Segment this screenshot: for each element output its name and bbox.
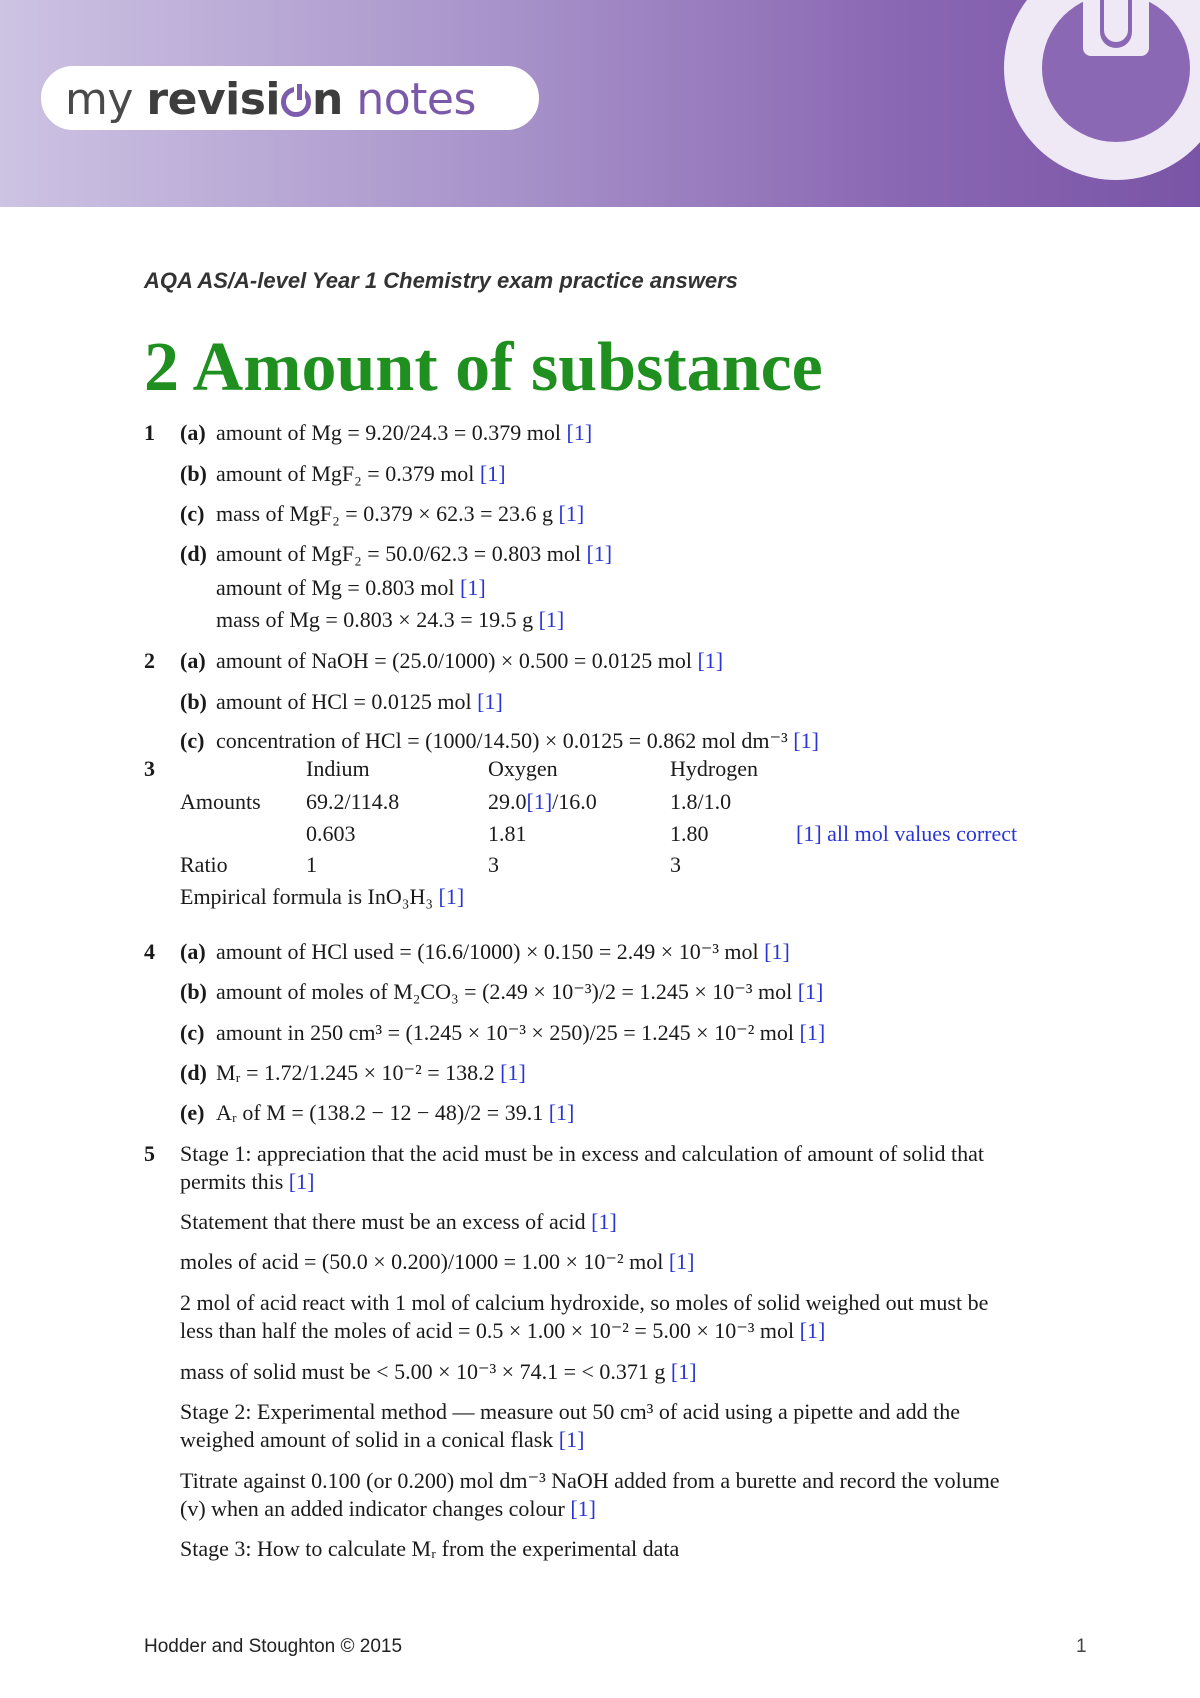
part-label: (b) xyxy=(180,979,207,1004)
table-cell: 29.0[1]/16.0 xyxy=(488,789,597,814)
mark: [1] xyxy=(548,1100,575,1125)
answer-line: amount in 250 cm³ = (1.245 × 10⁻³ × 250)/25 = 1.245 × 10⁻² mol [1] xyxy=(216,1020,826,1045)
mark: [1] xyxy=(288,1169,315,1194)
mark: [1] xyxy=(799,1020,826,1045)
part-label: (d) xyxy=(180,541,207,566)
logo-my: my xyxy=(65,74,133,125)
table-cell: 1.80 xyxy=(670,821,709,846)
logo-revision: revisi n xyxy=(146,74,343,125)
table-row-label: Amounts xyxy=(180,789,261,814)
mark: [1] xyxy=(764,939,790,964)
answer-line: Statement that there must be an excess of acid [1] xyxy=(180,1209,617,1234)
answer-line: less than half the moles of acid = 0.5 × 1.00 × 10⁻² = 5.00 × 10⁻³ mol [1] xyxy=(180,1318,826,1343)
question-number: 5 xyxy=(144,1141,155,1166)
mark: [1] xyxy=(558,501,585,526)
answer-line: Stage 2: Experimental method — measure out 50 cm³ of acid using a pipette and add the xyxy=(180,1399,961,1424)
power-button-icon xyxy=(1004,0,1200,180)
answer-line: (v) when an added indicator changes colour [1] xyxy=(180,1496,597,1521)
part-label: (e) xyxy=(180,1100,205,1125)
table-header: Hydrogen xyxy=(670,756,758,781)
table-cell: 3 xyxy=(670,852,681,877)
answer-line: Stage 1: appreciation that the acid must be in excess and calculation of amount of solid that xyxy=(180,1141,984,1166)
part-label: (c) xyxy=(180,1020,205,1045)
part-label: (c) xyxy=(180,501,205,526)
part-label: (b) xyxy=(180,689,207,714)
question-number: 2 xyxy=(144,648,155,673)
mark: [1] xyxy=(558,1427,585,1452)
answer-line: amount of HCl = 0.0125 mol [1] xyxy=(216,689,503,714)
mark: [1] all mol values correct xyxy=(796,821,1018,846)
table-cell: 1 xyxy=(306,852,317,877)
question-number: 4 xyxy=(144,939,155,964)
mark: [1] xyxy=(477,689,503,714)
answer-line: permits this [1] xyxy=(180,1169,315,1194)
answer-line: Titrate against 0.100 (or 0.200) mol dm⁻³ NaOH added from a burette and record the volume xyxy=(180,1468,1000,1493)
table-cell: 1.81 xyxy=(488,821,527,846)
answer-line: mass of MgF₂ = 0.379 × 62.3 = 23.6 g [1] xyxy=(216,501,585,526)
table-cell: 3 xyxy=(488,852,499,877)
answer-line: Mᵣ = 1.72/1.245 × 10⁻² = 138.2 [1] xyxy=(216,1060,526,1085)
table-cell: 69.2/114.8 xyxy=(306,789,400,814)
mark: [1] xyxy=(538,607,565,632)
mark: [1] xyxy=(526,789,553,814)
page-title: 2 Amount of substance xyxy=(144,329,823,406)
mark: [1] xyxy=(479,461,506,486)
header-banner xyxy=(0,0,1200,207)
answer-line: mass of Mg = 0.803 × 24.3 = 19.5 g [1] xyxy=(216,607,565,632)
logo-notes: notes xyxy=(356,74,476,125)
question-number: 1 xyxy=(144,420,155,445)
answer-line: amount of MgF₂ = 0.379 mol [1] xyxy=(216,461,506,486)
power-icon xyxy=(281,87,311,117)
answer-line: Aᵣ of M = (138.2 − 12 − 48)/2 = 39.1 [1] xyxy=(216,1100,575,1125)
answer-line: Empirical formula is InO₃H₃ [1] xyxy=(180,884,465,909)
mark: [1] xyxy=(500,1060,526,1085)
part-label: (d) xyxy=(180,1060,207,1085)
mark: [1] xyxy=(570,1496,597,1521)
mark: [1] xyxy=(797,979,824,1004)
answer-line: amount of Mg = 9.20/24.3 = 0.379 mol [1] xyxy=(216,420,593,445)
answer-line: amount of MgF₂ = 50.0/62.3 = 0.803 mol [1] xyxy=(216,541,613,566)
part-label: (a) xyxy=(180,648,206,673)
question-number: 3 xyxy=(144,756,155,781)
mark: [1] xyxy=(670,1359,697,1384)
part-label: (a) xyxy=(180,420,206,445)
mark: [1] xyxy=(793,728,819,753)
part-label: (b) xyxy=(180,461,207,486)
answer-line: weighed amount of solid in a conical flask [1] xyxy=(180,1427,585,1452)
table-header: Indium xyxy=(306,756,370,781)
answer-line: moles of acid = (50.0 × 0.200)/1000 = 1.00 × 10⁻² mol [1] xyxy=(180,1249,695,1274)
table-row-label: Ratio xyxy=(180,852,228,877)
answer-line: amount of HCl used = (16.6/1000) × 0.150 = 2.49 × 10⁻³ mol [1] xyxy=(216,939,790,964)
document-subtitle: AQA AS/A-level Year 1 Chemistry exam practice answers xyxy=(144,268,738,293)
answer-line: amount of Mg = 0.803 mol [1] xyxy=(216,575,486,600)
mark: [1] xyxy=(697,648,724,673)
answer-line: amount of NaOH = (25.0/1000) × 0.500 = 0.0125 mol [1] xyxy=(216,648,724,673)
answer-line: 2 mol of acid react with 1 mol of calcium hydroxide, so moles of solid weighed out must be xyxy=(180,1290,989,1315)
table-cell: 0.603 xyxy=(306,821,356,846)
mark: [1] xyxy=(438,884,465,909)
answer-line: Stage 3: How to calculate Mᵣ from the experimental data xyxy=(180,1536,680,1561)
answer-line: concentration of HCl = (1000/14.50) × 0.0125 = 0.862 mol dm⁻³ [1] xyxy=(216,728,819,753)
answer-line: amount of moles of M₂CO₃ = (2.49 × 10⁻³)/2 = 1.245 × 10⁻³ mol [1] xyxy=(216,979,824,1004)
mark: [1] xyxy=(799,1318,826,1343)
logo xyxy=(41,66,539,130)
part-label: (a) xyxy=(180,939,206,964)
part-label: (c) xyxy=(180,728,205,753)
table-cell: 1.8/1.0 xyxy=(670,789,732,814)
table-header: Oxygen xyxy=(488,756,558,781)
mark: [1] xyxy=(460,575,486,600)
answer-line: mass of solid must be < 5.00 × 10⁻³ × 74.1 = < 0.371 g [1] xyxy=(180,1359,697,1384)
mark: [1] xyxy=(591,1209,617,1234)
mark: [1] xyxy=(668,1249,695,1274)
page-number: 1 xyxy=(1076,1636,1087,1657)
mark: [1] xyxy=(566,420,593,445)
footer-copyright: Hodder and Stoughton © 2015 xyxy=(144,1636,403,1657)
mark: [1] xyxy=(586,541,613,566)
